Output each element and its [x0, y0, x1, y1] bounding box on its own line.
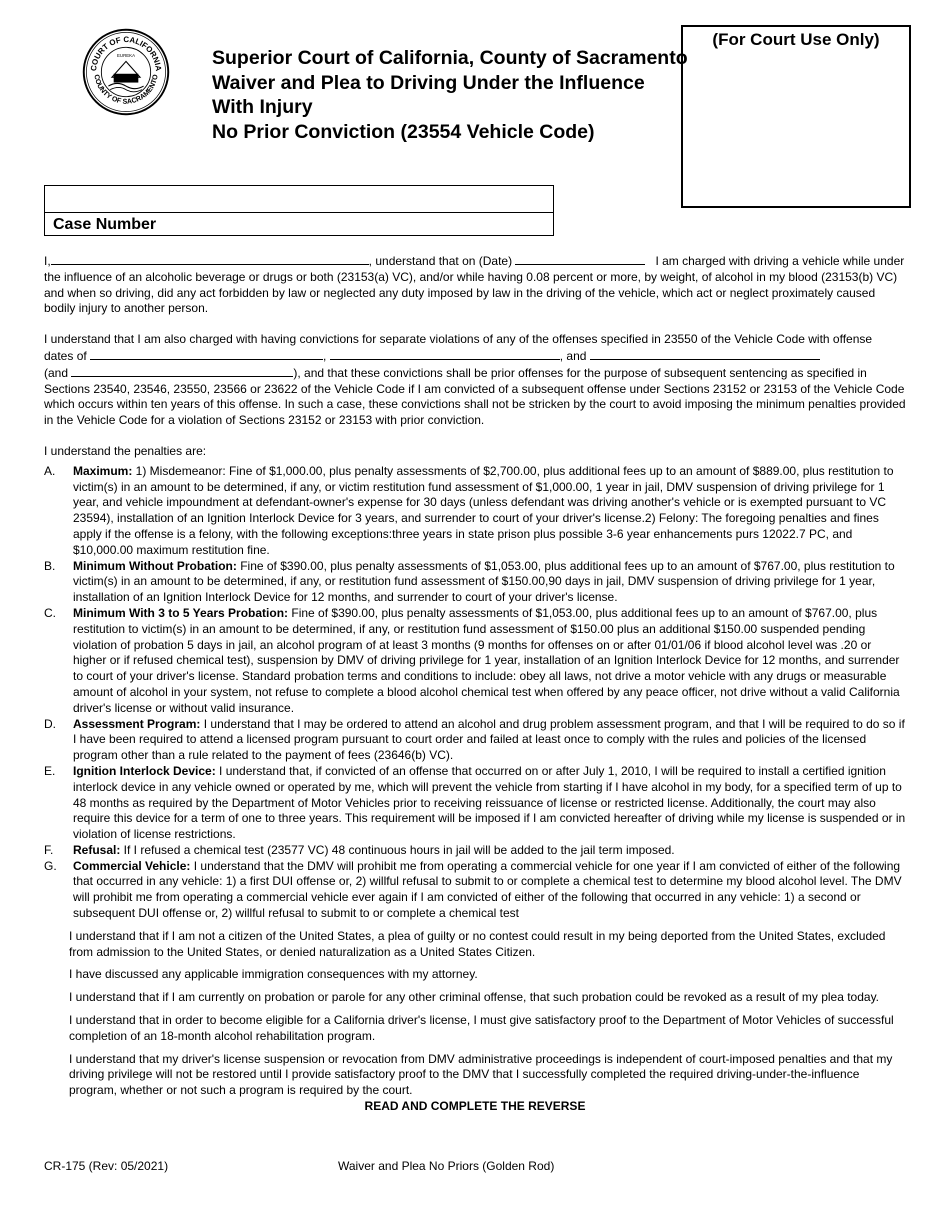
- penalty-item-f: [44, 843, 906, 859]
- priors-rest: ), and that these convictions shall be prior offenses for the purpose of subsequent sentencing as specified in Sections 23540, 23546, 23550, 23566 or 23622 of the Vehicle Code if I am convicted of a subsequent offense under Sections 23152 or 23153 of the Vehicle Code which occurs within ten years of this offense. In such a case, these convictions shall not be stricken by the court to avoid imposing the minimum penalties provided in the Vehicle Code for a violation of Sections 23152 or 23153 with prior conviction.: [44, 365, 906, 428]
- penalty-item-d: [44, 717, 906, 764]
- prior-date-field-3[interactable]: [590, 348, 820, 360]
- priors-and: , and: [559, 348, 587, 363]
- penalty-text: Fine of $390.00, plus penalty assessments of $1,053.00, plus additional fees up to an amount of $767.00, plus restitution to victim(s) in an amount to be determined, if any, or restitution fund assessment of $150.00,90 days in jail, DMV suspension of driving privilege for 1 year, installation of an Ignition Interlock Device for 12 months, and surrender to court of your driver's license.: [73, 558, 895, 605]
- intro-paragraph: [44, 253, 906, 317]
- penalties-intro: I understand the penalties are:: [44, 443, 207, 458]
- penalty-text: 1) Misdemeanor: Fine of $1,000.00, plus penalty assessments of $2,700.00, plus additional fees up to an amount of $889.00, plus restitution to victim(s) in an amount to be determined, if any, or victim restitution fund assessment of $1,000.00, 1 year in jail, DMV suspension of driving privilege for 1 year, and vehicle impoundment at defendant-owner's expense for 30 days (unless defendant was driving another's vehicle or is exempted pursuant to VC 23594), installation of an Ignition Interlock Device for 3 years, and surrender to court of your driver's license.2) Felony: The foregoing penalties and fines apply if the offense is a felony, with the following exceptions:three years in state prison plus possible 3-6 year enhancements purs 12022.7 PC, and $10,000.00 maximum restitution fine.: [73, 463, 894, 557]
- penalty-text: I understand that I may be ordered to attend an alcohol and drug problem assessment program, and that I will be required to do so if I have been required to attend a licensed program pursuant to court order and failed at least once to comply with the rules and policies of the licensed program other than a rule related to the payment of fees (23646(b) VC).: [73, 716, 905, 763]
- prior-date-field-2[interactable]: [330, 348, 560, 360]
- penalty-heading: Assessment Program:: [73, 716, 201, 731]
- priors-dates-line: [44, 348, 906, 365]
- penalty-heading: Maximum:: [73, 463, 133, 478]
- penalty-item-c: [44, 606, 906, 717]
- title-line-no-prior: No Prior Conviction (23554 Vehicle Code): [212, 120, 595, 143]
- penalty-text: Fine of $390.00, plus penalty assessments of $1,053.00, plus additional fees up to an amount of $767.00, plus restitution to victim(s) in an amount to be determined, if any, or restitution fund assessment of $150.00 plus an additional $150.00 suspended pending violation of probation 5 days in jail, an alcohol program of at least 3 months (9 months for offenses on or after 01/01/06 if blood alcohol level was .20 or higher or if refused chemical test), suspension by DMV of driving privilege for 1 year, installation of an Ignition Interlock Device for 12 months, and surrender to court of your driver's license. Standard probation terms and conditions to include: obey all laws, not drive a motor vehicle with any drugs or measurable amount of alcohol in your system, not refuse to complete a blood alcohol chemical test when offered by any peace officer, not drive without a valid California driver's license or without valid insurance.: [73, 605, 900, 715]
- title-line-court: Superior Court of California, County of Sacramento: [212, 47, 688, 69]
- note-probation: I understand that if I am currently on probation or parole for any other criminal offense, that such probation could be revoked as a result of my plea today.: [69, 990, 880, 1005]
- intro-i: I,: [44, 254, 51, 268]
- priors-comma: ,: [323, 348, 327, 363]
- penalty-text: If I refused a chemical test (23577 VC) 48 continuous hours in jail will be added to the jail term imposed.: [120, 842, 675, 857]
- seal-top-text: COURT OF CALIFORNIA: [89, 35, 163, 72]
- penalty-letter: A.: [44, 463, 56, 478]
- penalty-item-g: [44, 859, 906, 922]
- priors-and-open: (and: [44, 365, 69, 380]
- footer-form-id: CR-175 (Rev: 05/2021): [44, 1159, 169, 1173]
- penalty-letter: E.: [44, 763, 56, 778]
- defendant-name-field[interactable]: [51, 253, 369, 265]
- note-license-eligibility: I understand that in order to become eligible for a California driver's license, I must give satisfactory proof to the Department of Motor Vehicles of successful completion of an 18-month alcohol rehabilitation program.: [69, 1013, 894, 1043]
- form-title: [212, 46, 688, 144]
- prior-date-field-4[interactable]: [71, 365, 293, 377]
- footer-form-name: Waiver and Plea No Priors (Golden Rod): [338, 1159, 555, 1173]
- intro-understand: , understand that on (Date): [368, 254, 513, 268]
- read-reverse-notice: READ AND COMPLETE THE REVERSE: [364, 1099, 586, 1114]
- penalty-heading: Minimum Without Probation:: [73, 558, 237, 573]
- penalty-letter: G.: [44, 858, 57, 873]
- prior-date-field-1[interactable]: [90, 348, 323, 360]
- title-line-injury: With Injury: [212, 96, 313, 118]
- penalty-item-a: [44, 464, 906, 559]
- penalty-letter: D.: [44, 716, 56, 731]
- priors-paragraph: [44, 365, 906, 429]
- penalty-heading: Refusal:: [73, 842, 121, 857]
- case-number-label: Case Number: [53, 216, 157, 233]
- seal-center-text: EUREKA: [116, 53, 136, 59]
- court-use-box: [681, 25, 911, 208]
- penalty-text: I understand that the DMV will prohibit me from operating a commercial vehicle for one year if I am convicted of either of the following that occurred in any vehicle: 1) a first DUI offense or, 2) willful refusal to submit to or complete a chemical test to determine my blood alcohol level. The DMV will prohibit me from operating a commercial vehicle ever again if I am convicted of either of the following that occurred in any vehicle: 1) a second or subsequent DUI offense or, 2) willful refusal to submit to or complete a chemical test: [73, 858, 902, 921]
- penalty-item-b: [44, 559, 906, 606]
- penalty-heading: Minimum With 3 to 5 Years Probation:: [73, 605, 289, 620]
- note-attorney: I have discussed any applicable immigration consequences with my attorney.: [69, 967, 478, 982]
- court-use-label: (For Court Use Only): [712, 30, 880, 49]
- case-number-input[interactable]: [45, 186, 553, 213]
- penalty-letter: C.: [44, 605, 56, 620]
- note-immigration: I understand that if I am not a citizen of the United States, a plea of guilty or no contest could result in my being deported from the United States, excluded from admission to the United States, or denied naturalization as a United States Citizen.: [69, 928, 886, 959]
- seal-bottom-text: COUNTY OF SACRAMENTO: [92, 74, 160, 106]
- note-dmv-suspension: I understand that my driver's license suspension or revocation from DMV administrative proceedings is independent of court-imposed penalties and that my driving privilege will not be restored until I provide satisfactory proof to the DMV that I successfully completed the required driving-under-the-influence program, whether or not such a program is required by the court.: [69, 1051, 893, 1098]
- penalty-heading: Ignition Interlock Device:: [73, 763, 216, 778]
- penalty-letter: F.: [44, 842, 54, 857]
- penalty-item-e: [44, 764, 906, 843]
- date-field[interactable]: [515, 253, 645, 265]
- penalties-list: [44, 464, 906, 922]
- court-seal-logo: [82, 28, 170, 116]
- penalty-letter: B.: [44, 558, 56, 573]
- penalty-heading: Commercial Vehicle:: [73, 858, 191, 873]
- case-number-box: [44, 185, 554, 236]
- acknowledgements: [69, 929, 906, 1099]
- penalty-text: I understand that, if convicted of an offense that occurred on or after July 1, 2010, I will be required to install a certified ignition interlock device in any vehicle owned or operated by me, which will prevent the vehicle from starting if I have alcohol in my body, for a specified term of up to 48 months as required by the Department of Motor Vehicles prior to receiving reissuance of license or restricted license. Additionally, the court may also require this device for a term of one to three years. This requirement will be imposed if I am convicted hereafter of driving while my license is suspended or in violation of license restrictions.: [73, 763, 906, 842]
- priors-line-1: I understand that I am also charged with having convictions for separate violations of any of the offenses specified in 23550 of the Vehicle Code with offense: [44, 332, 873, 347]
- title-line-waiver: Waiver and Plea to Driving Under the Influence: [212, 71, 645, 94]
- priors-dates-of: dates of: [44, 348, 87, 363]
- form-body: [44, 253, 906, 1115]
- intro-charged: I am charged with driving a vehicle while under the influence of an alcoholic beverage or drugs or both (23153(a) VC), and/or while having 0.08 percent or more, by weight, of alcohol in my blood (23153(b) VC) and when so driving, did any act forbidden by law or neglected any duty imposed by law in the driving of the vehicle, which act or neglect proximately caused bodily injury to another person.: [44, 254, 905, 316]
